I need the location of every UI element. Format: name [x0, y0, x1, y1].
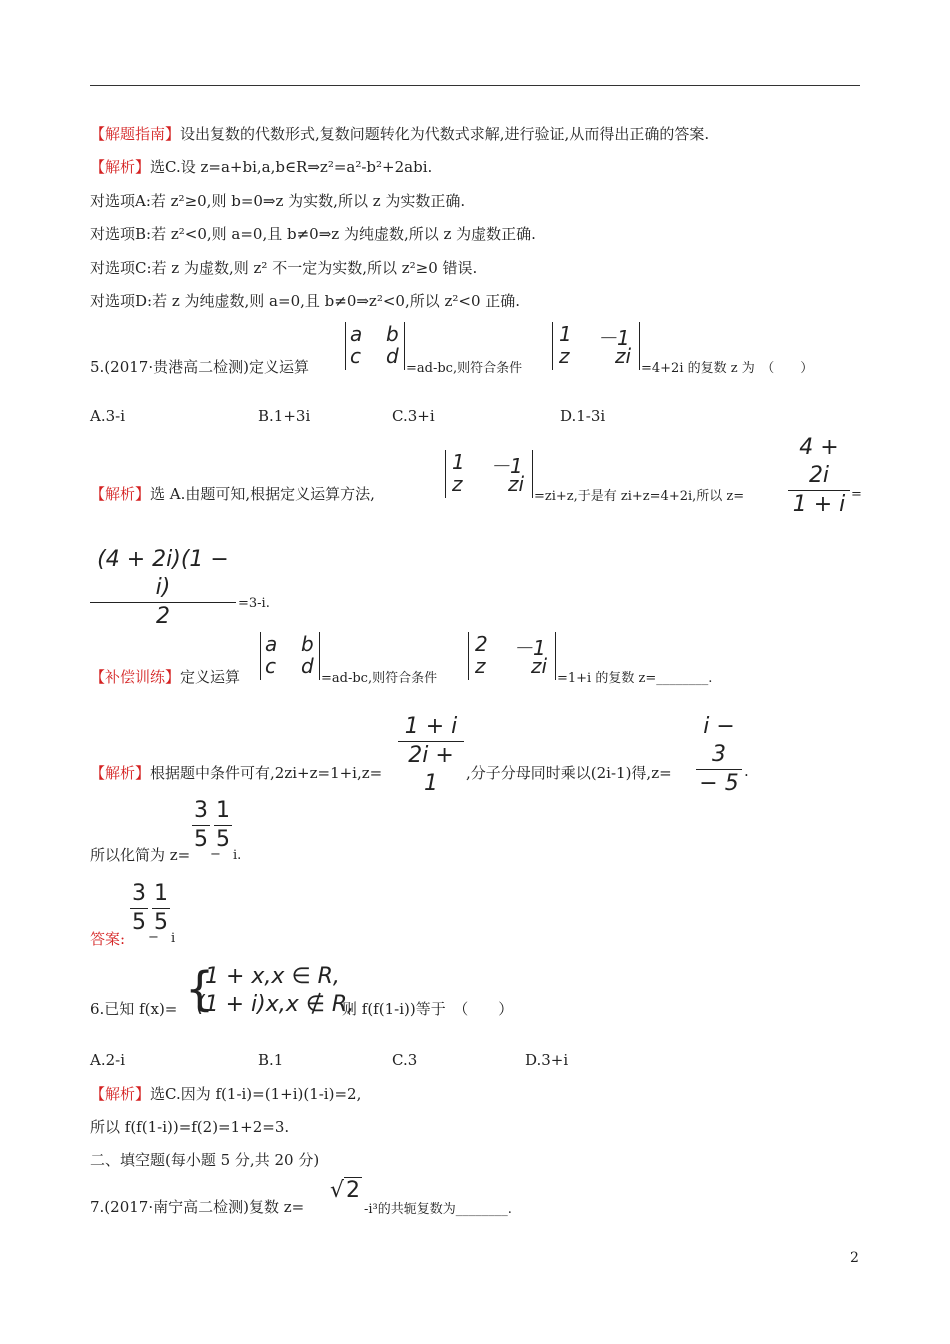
- det-entry: －1: [490, 454, 523, 478]
- analysis5-result: =3-i.: [238, 596, 270, 611]
- minus-sign: −: [210, 847, 221, 862]
- fraction-denominator: 5: [132, 910, 146, 935]
- bc-determinant-condition: [468, 632, 556, 680]
- analysis6-text: 选C.因为 f(1-i)=(1+i)(1-i)=2,: [150, 1085, 362, 1103]
- fraction-denominator: 5: [194, 827, 208, 852]
- q6-choice-a: A.2-i: [90, 1051, 126, 1069]
- fraction-denominator: 1 + i: [792, 492, 846, 517]
- analysis4-text: 选C.设 z=a+bi,a,b∈R⇒z²=a²-b²+2abi.: [150, 158, 433, 176]
- fraction-1plusi-over-2iplus1: [398, 713, 464, 798]
- option-a-analysis: 对选项A:若 z²≥0,则 b=0⇒z 为实数,所以 z 为实数正确.: [90, 192, 466, 210]
- det-entry: b: [301, 632, 314, 656]
- det-entry: zi: [531, 654, 548, 678]
- q5-stem-post: =4+2i 的复数 z 为 （ ）: [641, 361, 814, 376]
- fraction-denominator: − 5: [699, 771, 739, 796]
- analysis5-mid: =zi+z,于是有 zi+z=4+2i,所以 z=: [534, 489, 745, 504]
- fraction-1-over-5: [214, 797, 232, 854]
- det-entry: 1: [452, 450, 465, 474]
- analysis5-determinant: [445, 450, 533, 498]
- imaginary-unit: i.: [233, 848, 242, 863]
- radicand: 2: [346, 1178, 361, 1203]
- answer-fraction-1-over-5: [152, 880, 170, 937]
- det-entry: 2: [475, 632, 488, 656]
- det-entry: zi: [615, 344, 632, 368]
- det-entry: 1: [559, 322, 572, 346]
- abc-pre: [90, 762, 382, 783]
- q5-choice-a: A.3-i: [90, 407, 126, 425]
- analysis5-pre: [90, 483, 375, 504]
- det-entry: a: [350, 322, 363, 346]
- q6-stem-post: 则 f(f(1-i))等于 （ ）: [342, 1000, 514, 1018]
- fraction-numerator: 1 + i: [404, 714, 458, 739]
- q6-choice-d: D.3+i: [525, 1051, 569, 1069]
- sqrt-2: [330, 1178, 362, 1203]
- det-entry: z: [559, 344, 570, 368]
- bc-text: 定义运算: [180, 668, 241, 686]
- analysis4-line1: [90, 157, 432, 177]
- option-c-analysis: 对选项C:若 z 为虚数,则 z² 不一定为实数,所以 z²≥0 错误.: [90, 259, 478, 277]
- fraction-numerator: 1: [216, 798, 230, 823]
- bc-determinant-definition: [260, 632, 320, 680]
- fraction-denominator: 5: [216, 827, 230, 852]
- analysis4-tag: 【解析】: [90, 158, 151, 176]
- det-entry: d: [301, 654, 314, 678]
- equals-sign: =: [851, 487, 862, 502]
- det-entry: z: [452, 472, 463, 496]
- det-entry: －1: [597, 326, 630, 350]
- analysis5-text: 选 A.由题可知,根据定义运算方法,: [150, 485, 375, 503]
- answer-imaginary-unit: i: [171, 931, 176, 946]
- fraction-denominator: 2i + 1: [408, 743, 454, 796]
- header-rule: [90, 85, 860, 86]
- analysis6-line2: 所以 f(f(1-i))=f(2)=1+2=3.: [90, 1118, 290, 1136]
- q5-choice-b: B.1+3i: [258, 407, 311, 425]
- fraction-iminus3-over-minus5: [696, 713, 742, 798]
- det-entry: a: [265, 632, 278, 656]
- fraction-numerator: 3: [194, 798, 208, 823]
- simplify-pre: 所以化简为 z=: [90, 846, 191, 864]
- bc-post: =1+i 的复数 z=________.: [557, 671, 713, 686]
- fraction-3-over-5: [192, 797, 210, 854]
- q6-choice-b: B.1: [258, 1051, 284, 1069]
- abc-text: 根据题中条件可有,2zi+z=1+i,z=: [150, 764, 383, 782]
- det-entry: －1: [513, 636, 546, 660]
- analysis5-tag: 【解析】: [90, 485, 151, 503]
- q5-choice-d: D.1-3i: [560, 407, 606, 425]
- fraction-4plus2i-over-1plusi: [788, 434, 850, 519]
- answer-fraction-3-over-5: [130, 880, 148, 937]
- det-entry: b: [386, 322, 399, 346]
- answer-minus-sign: −: [148, 930, 159, 945]
- det-entry: c: [350, 344, 361, 368]
- fraction-denominator: 5: [154, 910, 168, 935]
- piecewise-case-2: (1 + i)x,x ∉ R,: [196, 992, 355, 1017]
- det-entry: zi: [508, 472, 525, 496]
- analysis6-line1: [90, 1084, 361, 1104]
- option-b-analysis: 对选项B:若 z²<0,则 a=0,且 b≠0⇒z 为纯虚数,所以 z 为虚数正确.: [90, 225, 536, 243]
- section-heading: 二、填空题(每小题 5 分,共 20 分): [90, 1151, 320, 1169]
- fraction-denominator: 2: [156, 604, 170, 629]
- det-entry: d: [386, 344, 399, 368]
- guide-tag: 【解题指南】: [90, 125, 181, 143]
- q6-choice-c: C.3: [392, 1051, 418, 1069]
- page-number: 2: [850, 1250, 859, 1266]
- piecewise-brace: {: [185, 962, 215, 1016]
- q5-stem-pre: 5.(2017·贵港高二检测)定义运算: [90, 358, 309, 376]
- fraction-expanded: [90, 546, 236, 631]
- analysis6-tag: 【解析】: [90, 1085, 151, 1103]
- q7-stem-post: -i³的共轭复数为________.: [364, 1202, 512, 1217]
- bc-tag: 【补偿训练】: [90, 668, 181, 686]
- det-entry: z: [475, 654, 486, 678]
- bc-mid: =ad-bc,则符合条件: [321, 671, 438, 686]
- answer-label: 答案:: [90, 930, 126, 948]
- q5-determinant-definition: [345, 322, 405, 370]
- abc-tag: 【解析】: [90, 764, 151, 782]
- q5-determinant-condition: [552, 322, 640, 370]
- guide-text: 设出复数的代数形式,复数问题转化为代数式求解,进行验证,从而得出正确的答案.: [180, 125, 710, 143]
- abc-mid: ,分子分母同时乘以(2i-1)得,z=: [466, 764, 672, 782]
- fraction-numerator: (4 + 2i)(1 − i): [97, 547, 229, 600]
- q7-stem-pre: 7.(2017·南宁高二检测)复数 z=: [90, 1198, 305, 1216]
- q6-stem-pre: 6.已知 f(x)=: [90, 1000, 178, 1018]
- det-entry: c: [265, 654, 276, 678]
- option-d-analysis: 对选项D:若 z 为纯虚数,则 a=0,且 b≠0⇒z²<0,所以 z²<0 正确.: [90, 292, 521, 310]
- q5-choice-c: C.3+i: [392, 407, 435, 425]
- radical-sign: √: [330, 1178, 345, 1203]
- q5-stem-mid: =ad-bc,则符合条件: [406, 361, 523, 376]
- abc-dot: .: [744, 762, 749, 780]
- fraction-numerator: 1: [154, 881, 168, 906]
- guide-line: [90, 124, 709, 144]
- fraction-numerator: i − 3: [703, 714, 735, 767]
- fraction-numerator: 4 + 2i: [799, 435, 839, 488]
- piecewise-case-1: 1 + x,x ∈ R,: [205, 964, 340, 989]
- fraction-numerator: 3: [132, 881, 146, 906]
- bc-pre: [90, 666, 240, 687]
